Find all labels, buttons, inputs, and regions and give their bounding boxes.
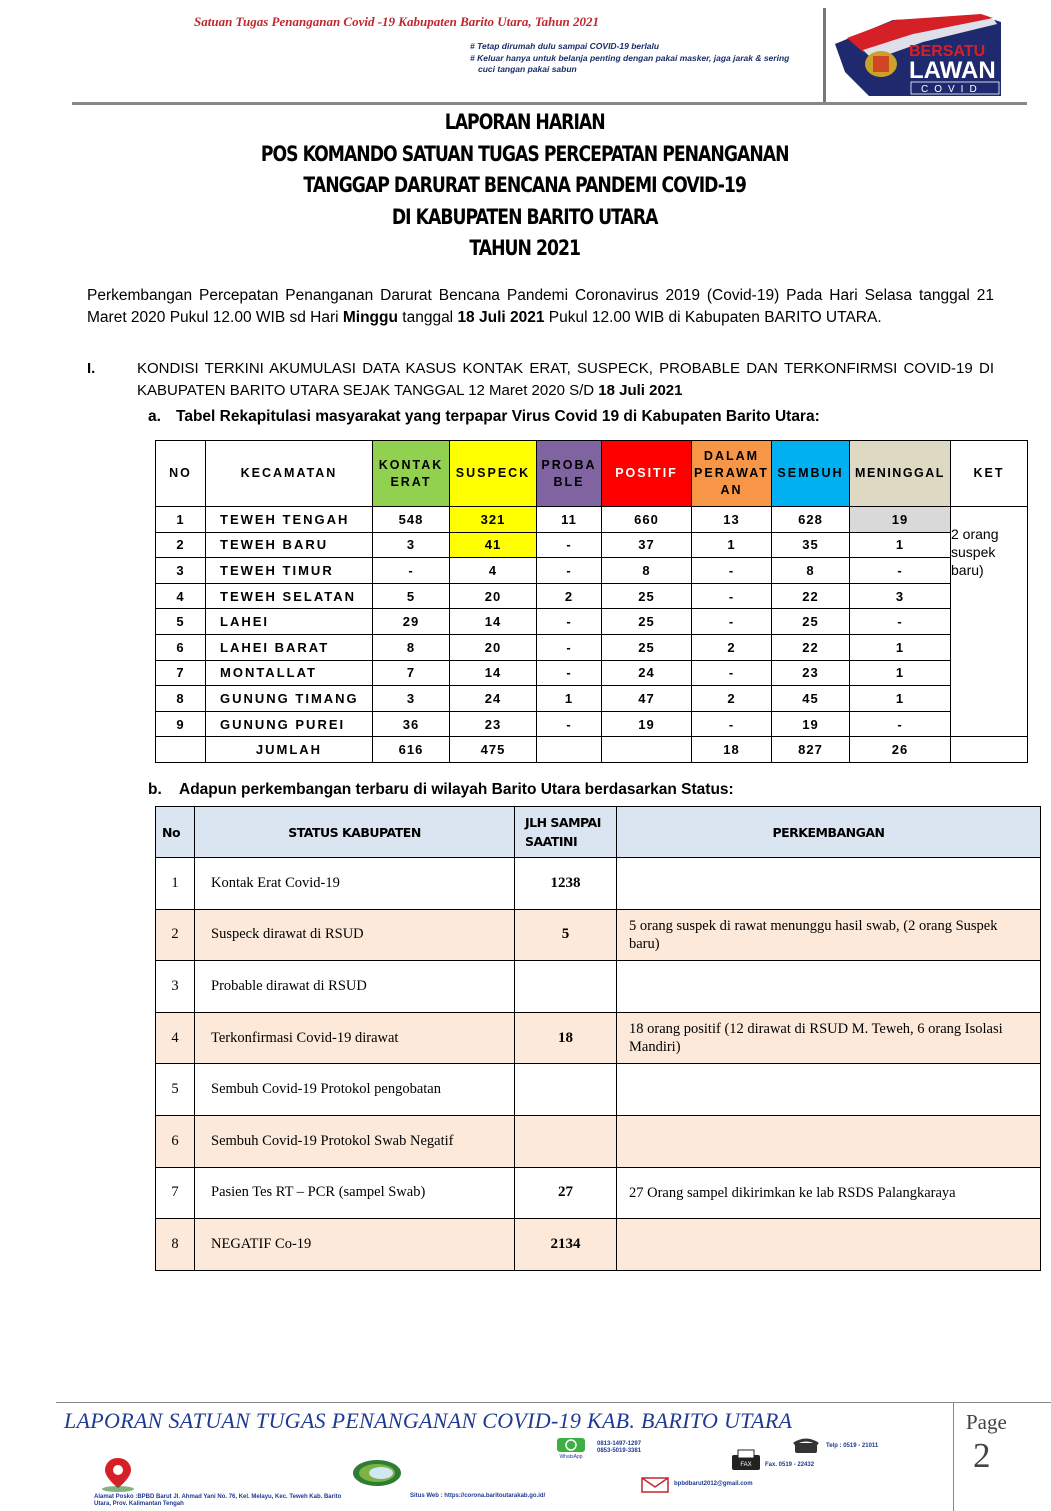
garuda-icon — [865, 51, 897, 77]
title-line-4: DI KABUPATEN BARITO UTARA — [391, 204, 658, 229]
cell-dalam-perawatan: - — [692, 711, 772, 737]
cell-dalam-perawatan: 1 — [692, 532, 772, 558]
cell-kecamatan: LAHEI — [206, 609, 373, 635]
col-no: NO — [156, 441, 206, 507]
status-count — [515, 1064, 617, 1116]
cell-probable: - — [537, 634, 602, 660]
cell-kontak-erat: 548 — [373, 507, 450, 533]
fax-number: Fax. 0519 - 22432 — [765, 1462, 815, 1468]
section-1 — [87, 358, 994, 402]
cell-kontak-erat: 36 — [373, 711, 450, 737]
cell-suspeck: 23 — [450, 711, 537, 737]
cell-kecamatan: GUNUNG PUREI — [206, 711, 373, 737]
status-perkembangan — [617, 858, 1041, 910]
footer-divider-vertical — [953, 1402, 954, 1511]
col-suspeck: SUSPECK — [450, 441, 537, 507]
cell-sembuh: 22 — [772, 583, 850, 609]
email-address: bpbdbarut2012@gmail.com — [674, 1481, 753, 1487]
svg-text:COVID: COVID — [921, 84, 983, 95]
cell-probable: - — [537, 660, 602, 686]
cell-suspeck: 24 — [450, 686, 537, 712]
status-count — [515, 961, 617, 1013]
total-meninggal: 26 — [850, 737, 951, 763]
cell-dalam-perawatan: - — [692, 558, 772, 584]
table-a-caption: a. Tabel Rekapitulasi masyarakat yang terpapar Virus Covid 19 di Kabupaten Barito Utara: — [148, 408, 820, 425]
globe-icon — [351, 1458, 403, 1488]
footer-divider — [56, 1402, 1051, 1403]
status-label: Probable dirawat di RSUD — [195, 961, 515, 1013]
table-row — [156, 711, 1028, 737]
cell-positif: 8 — [602, 558, 692, 584]
total-dalam-perawatan: 18 — [692, 737, 772, 763]
cell-kecamatan: TEWEH SELATAN — [206, 583, 373, 609]
status-count: 27 — [515, 1167, 617, 1219]
cell-kontak-erat: 5 — [373, 583, 450, 609]
status-perkembangan: 27 Orang sampel dikirimkan ke lab RSDS Palangkaraya — [617, 1167, 1041, 1219]
status-count: 18 — [515, 1012, 617, 1064]
status-no: 7 — [156, 1167, 195, 1219]
cell-sembuh: 45 — [772, 686, 850, 712]
header-divider — [72, 102, 1027, 105]
svg-text:WhatsApp: WhatsApp — [559, 1454, 583, 1459]
total-kontak-erat: 616 — [373, 737, 450, 763]
cell-suspeck: 41 — [450, 532, 537, 558]
fax-icon — [730, 1449, 762, 1471]
cell-ket-note: 2 orang suspek baru) — [951, 507, 1028, 737]
col-ket: KET — [951, 441, 1028, 507]
cell-suspeck: 20 — [450, 583, 537, 609]
cell-probable: - — [537, 558, 602, 584]
status-row — [156, 858, 1041, 910]
report-title — [94, 107, 956, 265]
cell-dalam-perawatan: 2 — [692, 634, 772, 660]
status-no: 4 — [156, 1012, 195, 1064]
page-label: Page — [966, 1410, 1007, 1434]
table-row — [156, 532, 1028, 558]
cell-kecamatan: LAHEI BARAT — [206, 634, 373, 660]
status-table — [155, 806, 1041, 1271]
cell-sembuh: 22 — [772, 634, 850, 660]
status-row — [156, 1064, 1041, 1116]
cell-no: 6 — [156, 634, 206, 660]
cell-kecamatan: GUNUNG TIMANG — [206, 686, 373, 712]
cell-meninggal: 1 — [850, 686, 951, 712]
status-perkembangan: 18 orang positif (12 dirawat di RSUD M. Teweh, 6 orang Isolasi Mandiri) — [617, 1012, 1041, 1064]
status-label: Terkonfirmasi Covid-19 dirawat — [195, 1012, 515, 1064]
status-label: Sembuh Covid-19 Protokol Swab Negatif — [195, 1115, 515, 1167]
status-count — [515, 1115, 617, 1167]
address: Alamat Posko :BPBD Barut Jl. Ahmad Yani No. 76, Kel. Melayu, Kec. Teweh Kab. Barito Utara, Prov. Kalimantan Tengah — [94, 1494, 342, 1507]
cell-kontak-erat: 7 — [373, 660, 450, 686]
col-kecamatan: KECAMATAN — [206, 441, 373, 507]
status-label: Suspeck dirawat di RSUD — [195, 909, 515, 961]
cell-no: 8 — [156, 686, 206, 712]
telephone-number: Telp : 0519 - 21011 — [826, 1443, 879, 1449]
cell-no: 2 — [156, 532, 206, 558]
recap-table — [155, 440, 1028, 763]
total-probable: 14 — [537, 737, 602, 763]
cell-positif: 25 — [602, 609, 692, 635]
total-label: JUMLAH — [206, 737, 373, 763]
header-note-1: # Tetap dirumah dulu sampai COVID-19 berlalu — [470, 41, 660, 51]
status-no: 6 — [156, 1115, 195, 1167]
svg-text:FAX: FAX — [740, 1462, 752, 1468]
status-perkembangan — [617, 1115, 1041, 1167]
col-status-kabupaten: STATUS KABUPATEN — [195, 807, 515, 858]
cell-kontak-erat: 8 — [373, 634, 450, 660]
svg-text:BERSATU: BERSATU — [909, 43, 986, 60]
status-no: 1 — [156, 858, 195, 910]
email-icon — [641, 1477, 669, 1493]
col-sembuh: SEMBUH — [772, 441, 850, 507]
cell-dalam-perawatan: - — [692, 660, 772, 686]
title-line-5: TAHUN 2021 — [469, 236, 581, 260]
status-label: Sembuh Covid-19 Protokol pengobatan — [195, 1064, 515, 1116]
total-ket — [951, 737, 1028, 763]
whatsapp-numbers: 0813-1497-1297 0853-5019-3381 — [597, 1441, 642, 1454]
cell-meninggal: 3 — [850, 583, 951, 609]
cell-sembuh: 8 — [772, 558, 850, 584]
col-meninggal: MENINGGAL — [850, 441, 951, 507]
col-positif: POSITIF — [602, 441, 692, 507]
cell-meninggal: 1 — [850, 634, 951, 660]
cell-positif: 660 — [602, 507, 692, 533]
cell-probable: 11 — [537, 507, 602, 533]
status-row — [156, 1219, 1041, 1271]
cell-probable: - — [537, 711, 602, 737]
col-status-no: No — [156, 807, 195, 858]
telephone-icon — [793, 1438, 819, 1454]
cell-kecamatan: TEWEH TENGAH — [206, 507, 373, 533]
cell-probable: 1 — [537, 686, 602, 712]
whatsapp-icon — [556, 1437, 586, 1459]
page-number: 2 — [973, 1436, 991, 1475]
cell-positif: 24 — [602, 660, 692, 686]
cell-dalam-perawatan: - — [692, 609, 772, 635]
status-count: 2134 — [515, 1219, 617, 1271]
map-pin-icon — [97, 1456, 139, 1492]
cell-meninggal: 1 — [850, 660, 951, 686]
status-no: 2 — [156, 909, 195, 961]
cell-kontak-erat: - — [373, 558, 450, 584]
cell-sembuh: 25 — [772, 609, 850, 635]
table-b-caption: b. Adapun perkembangan terbaru di wilayah Barito Utara berdasarkan Status: — [148, 781, 734, 798]
cell-kontak-erat: 3 — [373, 686, 450, 712]
col-jlh-sampai-saat-ini: JLH SAMPAI SAATINI — [515, 807, 617, 858]
header-note-3: cuci tangan pakai sabun — [478, 64, 577, 74]
cell-positif: 25 — [602, 634, 692, 660]
cell-positif: 19 — [602, 711, 692, 737]
cell-probable: - — [537, 609, 602, 635]
cell-sembuh: 23 — [772, 660, 850, 686]
section-1-text: KONDISI TERKINI AKUMULASI DATA KASUS KONTAK ERAT, SUSPECK, PROBABLE DAN TERKONFIRMSI COVID-19 DI KABUPATEN BARITO UTARA SEJAK TANGGAL 12 Maret 2020 S/D 18 Juli 2021 — [137, 360, 994, 399]
title-line-1: LAPORAN HARIAN — [444, 110, 605, 134]
status-label: NEGATIF Co-19 — [195, 1219, 515, 1271]
status-count: 1238 — [515, 858, 617, 910]
cell-kecamatan: MONTALLAT — [206, 660, 373, 686]
cell-kecamatan: TEWEH TIMUR — [206, 558, 373, 584]
col-dalam-perawatan: DALAM PERAWAT AN — [692, 441, 772, 507]
table-row — [156, 583, 1028, 609]
footer-title: LAPORAN SATUAN TUGAS PENANGANAN COVID-19 KAB. BARITO UTARA — [64, 1408, 793, 1433]
cell-dalam-perawatan: 13 — [692, 507, 772, 533]
cell-kontak-erat: 29 — [373, 609, 450, 635]
table-row — [156, 558, 1028, 584]
cell-suspeck: 14 — [450, 609, 537, 635]
status-no: 8 — [156, 1219, 195, 1271]
status-perkembangan — [617, 1219, 1041, 1271]
cell-no: 9 — [156, 711, 206, 737]
total-positif: 871 — [602, 737, 692, 763]
col-kontak-erat: KONTAK ERAT — [373, 441, 450, 507]
cell-probable: 2 — [537, 583, 602, 609]
cell-positif: 47 — [602, 686, 692, 712]
cell-dalam-perawatan: - — [692, 583, 772, 609]
cell-meninggal: 1 — [850, 532, 951, 558]
cell-no: 3 — [156, 558, 206, 584]
status-no: 3 — [156, 961, 195, 1013]
cell-suspeck: 4 — [450, 558, 537, 584]
table-row — [156, 634, 1028, 660]
title-line-3: TANGGAP DARURAT BENCANA PANDEMI COVID-19 — [303, 173, 746, 197]
table-row — [156, 609, 1028, 635]
cell-suspeck: 20 — [450, 634, 537, 660]
status-row — [156, 1012, 1041, 1064]
cell-sembuh: 35 — [772, 532, 850, 558]
table-row — [156, 507, 1028, 533]
cell-no — [156, 737, 206, 763]
header-note-2: # Keluar hanya untuk belanja penting dengan pakai masker, jaga jarak & sering — [470, 52, 790, 63]
status-perkembangan — [617, 961, 1041, 1013]
cell-meninggal: - — [850, 558, 951, 584]
cell-sembuh: 19 — [772, 711, 850, 737]
cell-positif: 37 — [602, 532, 692, 558]
cell-dalam-perawatan: 2 — [692, 686, 772, 712]
col-probable: PROBA BLE — [537, 441, 602, 507]
bersatu-lawan-covid-logo — [833, 12, 1005, 98]
status-perkembangan — [617, 1064, 1041, 1116]
intro-paragraph: Perkembangan Percepatan Penanganan Darurat Bencana Pandemi Coronavirus 2019 (Covid-19) Pada Hari Selasa tanggal 21 Maret 2020 Pukul 12.00 WIB sd Hari Minggu tanggal 18 Juli 2021 Pukul 12.00 WIB di Kabupaten BARITO UTARA. — [87, 287, 994, 326]
status-label: Pasien Tes RT – PCR (sampel Swab) — [195, 1167, 515, 1219]
table-row — [156, 660, 1028, 686]
cell-meninggal: 19 — [850, 507, 951, 533]
cell-sembuh: 628 — [772, 507, 850, 533]
status-label: Kontak Erat Covid-19 — [195, 858, 515, 910]
cell-meninggal: - — [850, 711, 951, 737]
cell-kontak-erat: 3 — [373, 532, 450, 558]
status-row — [156, 1167, 1041, 1219]
cell-probable: - — [537, 532, 602, 558]
total-sembuh: 827 — [772, 737, 850, 763]
cell-suspeck: 321 — [450, 507, 537, 533]
total-row — [156, 737, 1028, 763]
total-suspeck: 475 — [450, 737, 537, 763]
col-perkembangan: PERKEMBANGAN — [617, 807, 1041, 858]
cell-suspeck: 14 — [450, 660, 537, 686]
status-perkembangan: 5 orang suspek di rawat menunggu hasil swab, (2 orang Suspek baru) — [617, 909, 1041, 961]
cell-no: 7 — [156, 660, 206, 686]
cell-kecamatan: TEWEH BARU — [206, 532, 373, 558]
table-row — [156, 686, 1028, 712]
status-count: 5 — [515, 909, 617, 961]
website: Situs Web : https://corona.baritoutarakab.go.id/ — [410, 1493, 546, 1499]
status-no: 5 — [156, 1064, 195, 1116]
cell-positif: 25 — [602, 583, 692, 609]
status-row — [156, 909, 1041, 961]
section-1-number: I. — [87, 360, 96, 377]
cell-no: 5 — [156, 609, 206, 635]
header-divider-vertical — [823, 8, 826, 103]
header-title: Satuan Tugas Penanganan Covid -19 Kabupaten Barito Utara, Tahun 2021 — [194, 14, 600, 29]
title-line-2: POS KOMANDO SATUAN TUGAS PERCEPATAN PENANGANAN — [260, 141, 789, 166]
cell-no: 4 — [156, 583, 206, 609]
header-notes — [470, 41, 815, 76]
svg-text:LAWAN: LAWAN — [909, 57, 996, 84]
status-row — [156, 1115, 1041, 1167]
cell-meninggal: - — [850, 609, 951, 635]
cell-no: 1 — [156, 507, 206, 533]
status-row — [156, 961, 1041, 1013]
